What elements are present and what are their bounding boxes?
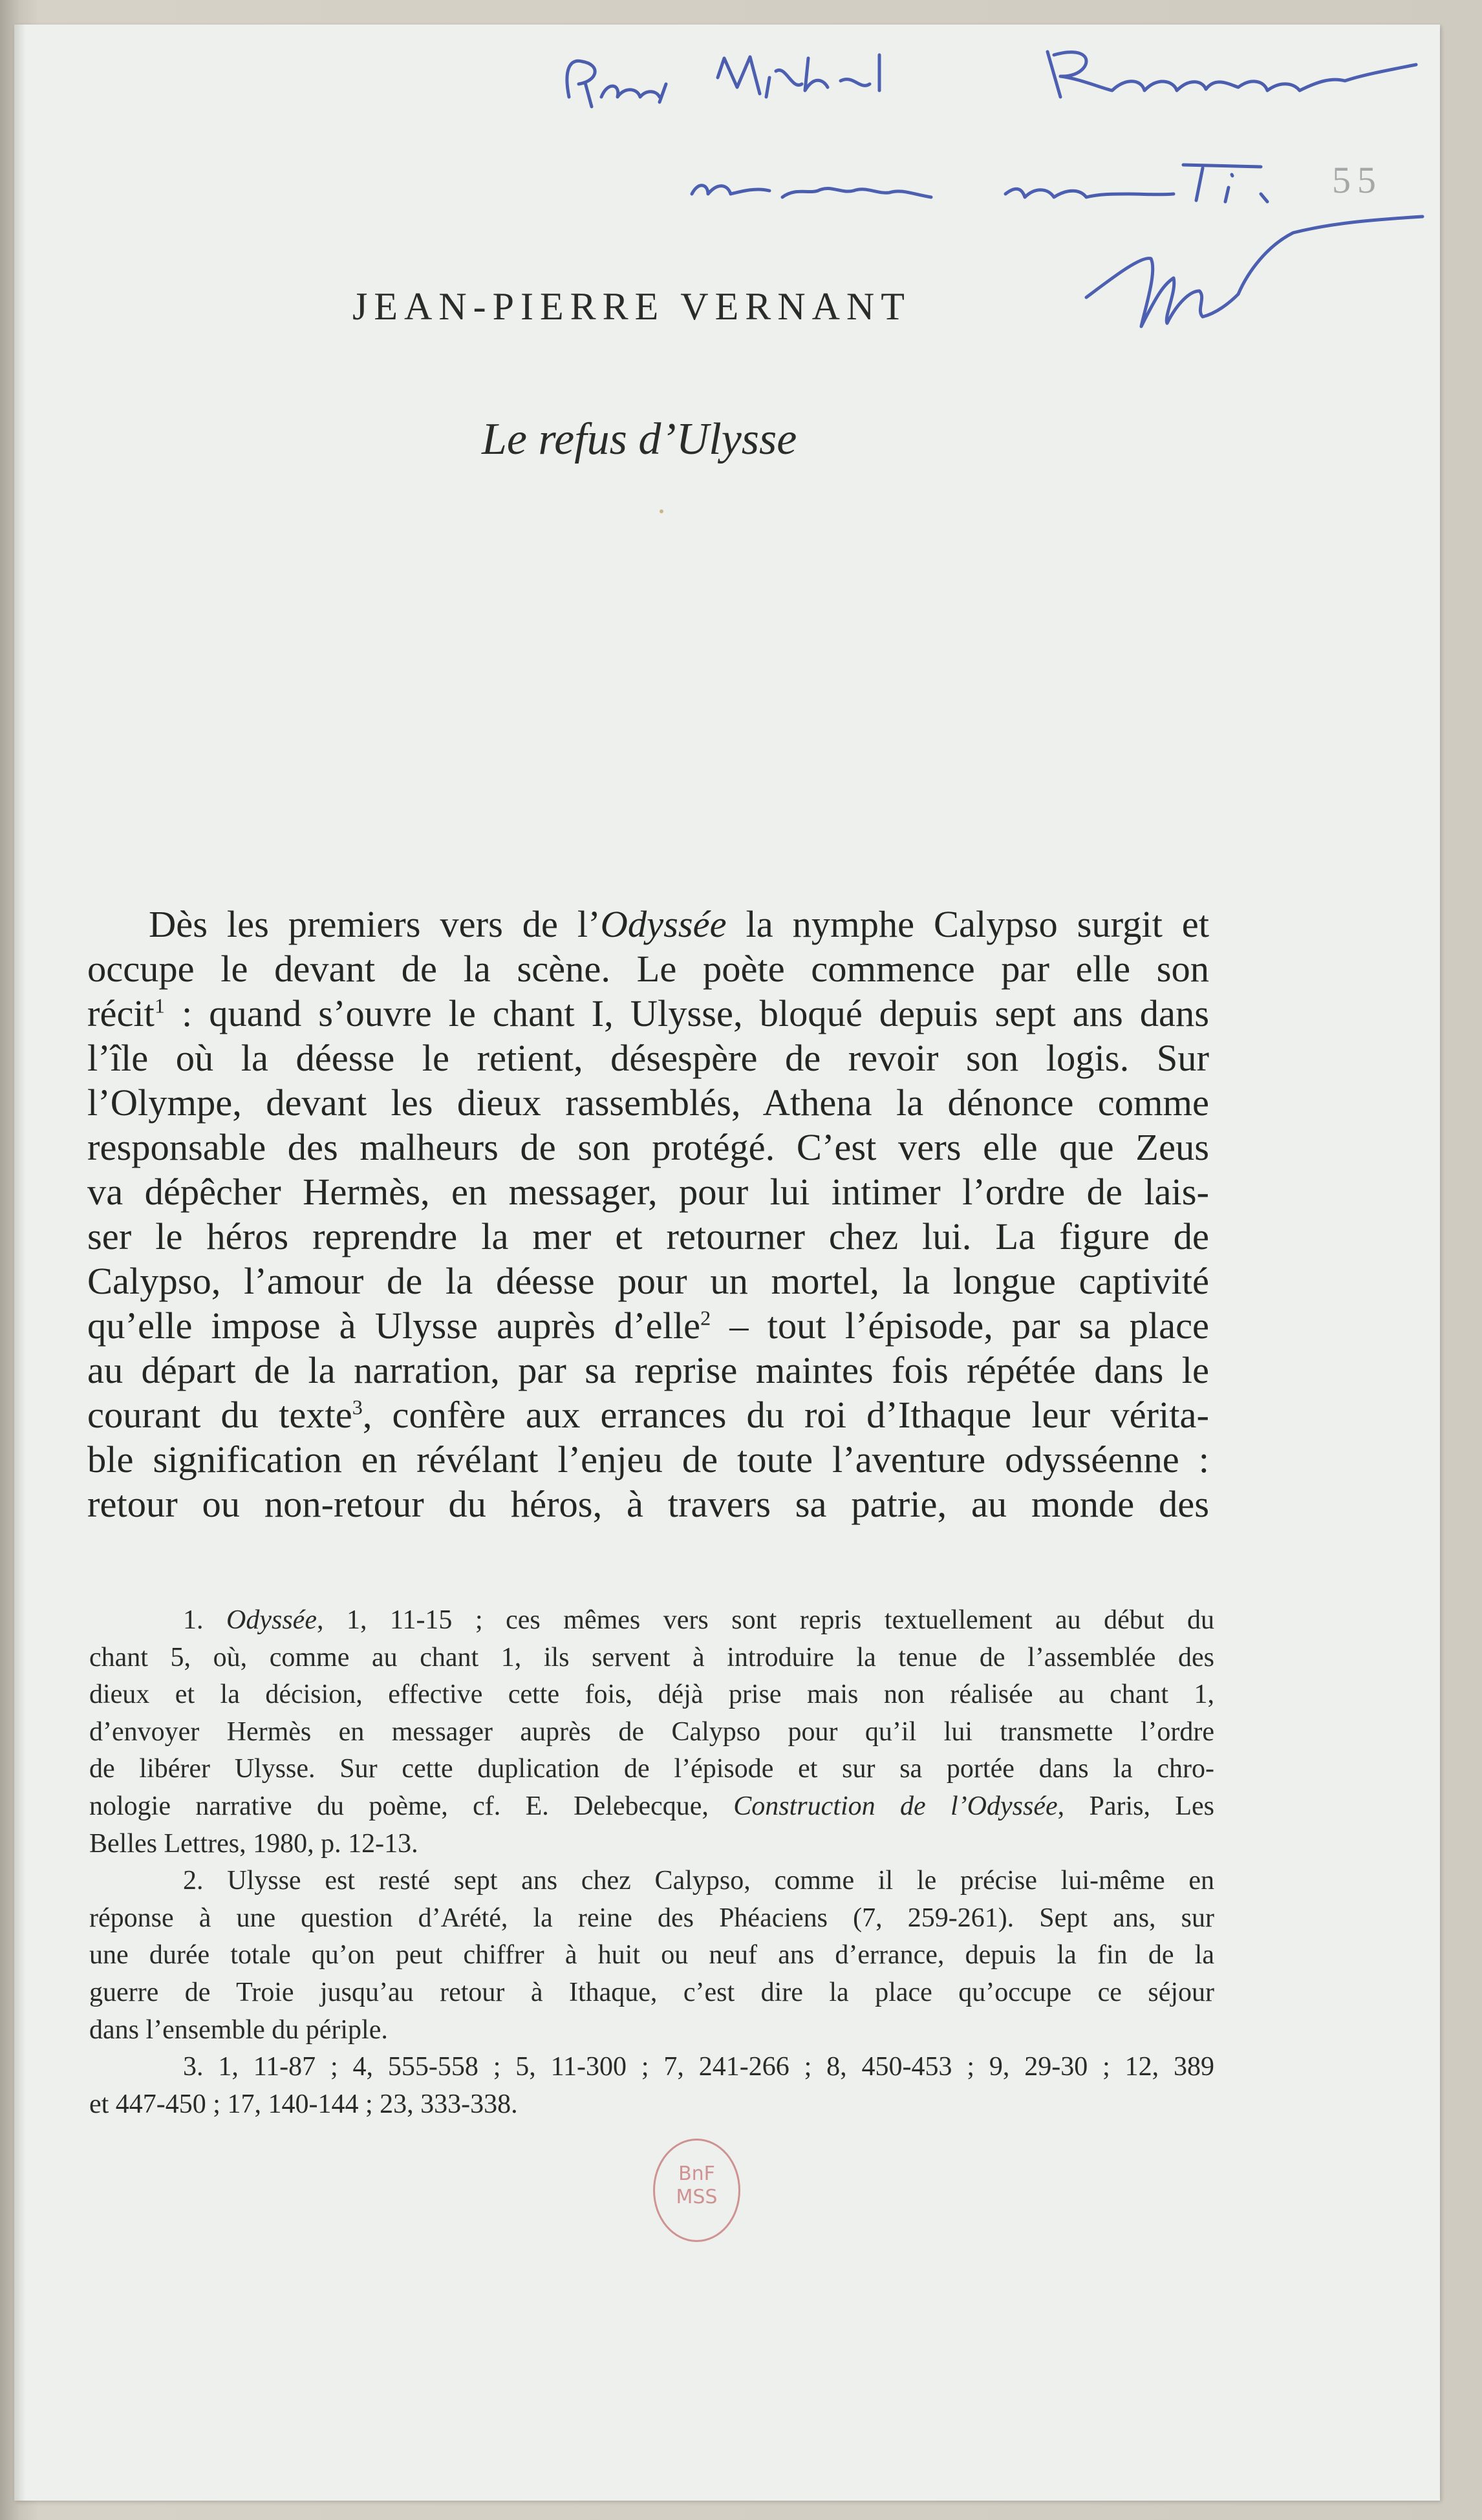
page-number: 55 bbox=[1332, 159, 1382, 201]
body-line: responsable des malheurs de son protégé. C’est vers elle que Zeus bbox=[87, 1126, 1209, 1168]
page-gutter-shadow bbox=[14, 25, 26, 2501]
body-text bbox=[87, 902, 1209, 1526]
footnote-line: dans l’ensemble du périple. bbox=[89, 2014, 388, 2045]
footnote-line: Belles Lettres, 1980, p. 12-13. bbox=[89, 1828, 418, 1859]
footnote-line: 1. Odyssée, 1, 11-15 ; ces mêmes vers sont repris textuellement au début du bbox=[183, 1605, 1214, 1635]
stamp-line-1: BnF bbox=[678, 2162, 715, 2185]
body-line: ble signification en révélant l’enjeu de toute l’aventure odysséenne : bbox=[87, 1438, 1209, 1480]
footnote-ref: 1 bbox=[154, 994, 165, 1018]
body-line: retour ou non-retour du héros, à travers sa patrie, au monde des bbox=[87, 1483, 1209, 1525]
paper-speck bbox=[660, 509, 663, 513]
body-line: l’île où la déesse le retient, désespère de revoir son logis. Sur bbox=[87, 1037, 1209, 1079]
footnote-line: 3. 1, 11-87 ; 4, 555-558 ; 5, 11-300 ; 7, 241-266 ; 8, 450-453 ; 9, 29-30 ; 12, 389 bbox=[183, 2052, 1214, 2082]
footnote-ref: 3 bbox=[352, 1395, 363, 1419]
footnote-line: réponse à une question d’Arété, la reine des Phéaciens (7, 259-261). Sept ans, sur bbox=[89, 1903, 1214, 1933]
footnote-line: et 447-450 ; 17, 140-144 ; 23, 333-338. bbox=[89, 2089, 518, 2119]
footnote-line: 2. Ulysse est resté sept ans chez Calypso, comme il le précise lui-même en bbox=[183, 1866, 1214, 1896]
stamp-line-2: MSS bbox=[676, 2186, 718, 2208]
body-line: Dès les premiers vers de l’Odyssée la nymphe Calypso surgit et bbox=[149, 903, 1209, 945]
body-line: qu’elle impose à Ulysse auprès d’elle$^2$ – tout l’épisode, par sa place bbox=[87, 1305, 1209, 1347]
body-line: récit$^1$ : quand s’ouvre le chant I, Ulysse, bloqué depuis sept ans dans bbox=[87, 992, 1209, 1034]
body-line: courant du texte$^3$, confère aux errances du roi d’Ithaque leur vérita- bbox=[87, 1394, 1209, 1436]
body-line: occupe le devant de la scène. Le poète commence par elle son bbox=[87, 948, 1209, 990]
article-title: Le refus d’Ulysse bbox=[482, 414, 797, 464]
footnote-line: nologie narrative du poème, cf. E. Delebecque, Construction de l’Odyssée, Paris, Les bbox=[89, 1791, 1214, 1821]
body-line: l’Olympe, devant les dieux rassemblés, Athena la dénonce comme bbox=[87, 1082, 1209, 1124]
author-name: JEAN-PIERRE VERNANT bbox=[352, 285, 911, 328]
footnote-line: dieux et la décision, effective cette fois, déjà prise mais non réalisée au chant 1, bbox=[89, 1680, 1214, 1710]
footnote-line: guerre de Troie jusqu’au retour à Ithaque, c’est dire la place qu’occupe ce séjour bbox=[89, 1977, 1214, 2007]
footnote-ref: 2 bbox=[700, 1306, 711, 1330]
body-line: ser le héros reprendre la mer et retourner chez lui. La figure de bbox=[87, 1215, 1209, 1257]
footnotes bbox=[89, 1602, 1214, 2123]
footnote-line: d’envoyer Hermès en messager auprès de Calypso pour qu’il lui transmette l’ordre bbox=[89, 1716, 1214, 1747]
body-line: au départ de la narration, par sa reprise maintes fois répétée dans le bbox=[87, 1349, 1209, 1391]
library-stamp bbox=[653, 2139, 740, 2242]
footnote-line: chant 5, où, comme au chant 1, ils servent à introduire la tenue de l’assemblée des bbox=[89, 1642, 1214, 1672]
body-line: va dépêcher Hermès, en messager, pour lui intimer l’ordre de lais- bbox=[87, 1171, 1209, 1213]
footnote-line: de libérer Ulysse. Sur cette duplication de l’épisode et sur sa portée dans la chro- bbox=[89, 1754, 1214, 1784]
footnote-line: une durée totale qu’on peut chiffrer à huit ou neuf ans d’errance, depuis la fin de la bbox=[89, 1940, 1214, 1970]
body-line: Calypso, l’amour de la déesse pour un mortel, la longue captivité bbox=[87, 1260, 1209, 1302]
